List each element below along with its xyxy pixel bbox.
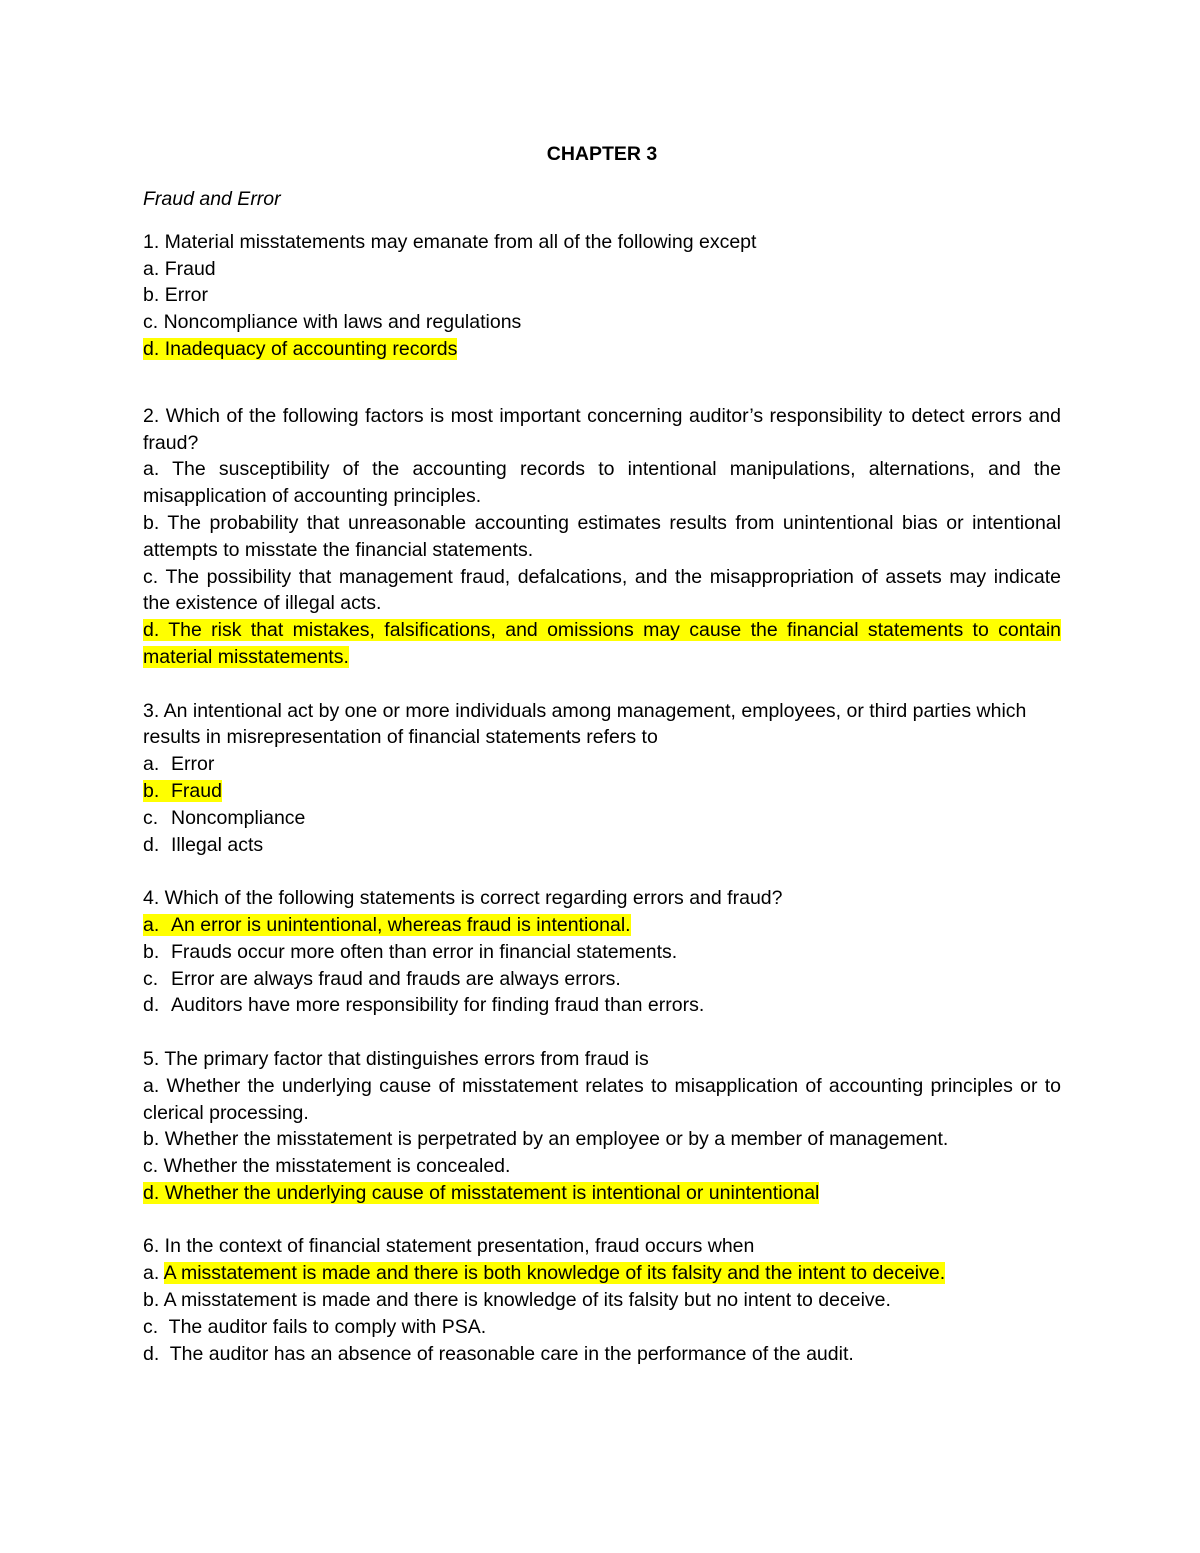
option-label: b. — [143, 1128, 160, 1151]
option-text: The possibility that management fraud, defalcations, and the misappropriation of assets may indicate the existence of illegal acts. — [143, 565, 1061, 615]
option-label: a. — [143, 753, 160, 776]
option-text: A misstatement is made and there is both knowledge of its falsity and the intent to deceive. — [163, 1262, 946, 1285]
option-text: The auditor has an absence of reasonable care in the performance of the audit. — [169, 1342, 854, 1365]
option — [143, 282, 1061, 309]
option — [143, 1126, 1061, 1153]
option-label: c. — [143, 1315, 159, 1338]
option-text: Whether the misstatement is concealed. — [163, 1155, 511, 1178]
option — [143, 966, 1061, 993]
option-text: Fraud — [164, 257, 216, 280]
option — [143, 564, 1061, 618]
option-answer — [143, 912, 1061, 939]
question-text: 5. The primary factor that distinguishes errors from fraud is — [143, 1047, 649, 1070]
option-text: Frauds occur more often than error in financial statements. — [171, 940, 678, 963]
option-answer — [143, 1180, 1061, 1207]
option-label: b. — [143, 511, 160, 534]
option-label: c. — [143, 967, 159, 990]
option-label: b. — [143, 940, 160, 963]
option-answer — [143, 1260, 1061, 1287]
question-text: 6. In the context of financial statement presentation, fraud occurs when — [143, 1235, 755, 1258]
question-6 — [143, 1233, 1061, 1367]
option — [143, 1314, 1061, 1341]
option — [143, 309, 1061, 336]
question-4 — [143, 885, 1061, 1019]
option — [143, 992, 1061, 1019]
option-text: Error are always fraud and frauds are always errors. — [171, 967, 621, 990]
option-label: d. — [143, 1342, 160, 1365]
option-text: Error — [164, 284, 209, 307]
option-label: a. — [143, 257, 160, 280]
option-label: d. — [143, 994, 160, 1017]
option-text: Noncompliance — [171, 806, 306, 829]
option-text: Inadequacy of accounting records — [164, 337, 458, 360]
option — [143, 456, 1061, 510]
option — [143, 1073, 1061, 1127]
document-content — [143, 141, 1061, 1367]
option-text: The auditor fails to comply with PSA. — [168, 1315, 487, 1338]
question-1 — [143, 229, 1061, 363]
option-label: d. — [143, 833, 160, 856]
option-text: The risk that mistakes, falsifications, and omissions may cause the financial statements to contain material misstatements. — [143, 619, 1061, 668]
option — [143, 832, 1061, 859]
question-2 — [143, 403, 1061, 671]
option-label: d. — [143, 1181, 160, 1204]
question-text: 3. An intentional act by one or more individuals among management, employees, or third parties which results in misrepresentation of financial statements refers to — [143, 699, 1027, 749]
option-text: Fraud — [171, 779, 222, 802]
option — [143, 1341, 1061, 1368]
option-text: Whether the misstatement is perpetrated by an employee or by a member of management. — [164, 1128, 949, 1151]
section-title: Fraud and Error — [143, 188, 281, 210]
option — [143, 1287, 1061, 1314]
option-label: c. — [143, 1155, 159, 1178]
option-text: Error — [171, 753, 215, 776]
option — [143, 805, 1061, 832]
option-text: Noncompliance with laws and regulations — [163, 311, 522, 334]
option-label: b. — [143, 284, 160, 307]
option — [143, 751, 1061, 778]
option-label: b. — [143, 779, 160, 802]
option-label: a. — [143, 458, 160, 481]
option-text: Illegal acts — [171, 833, 264, 856]
option-text: A misstatement is made and there is knowledge of its falsity but no intent to deceive. — [163, 1289, 891, 1312]
option — [143, 256, 1061, 283]
option-text: Auditors have more responsibility for finding fraud than errors. — [171, 994, 705, 1017]
question-5 — [143, 1046, 1061, 1207]
option-label: d. — [143, 619, 160, 642]
option-answer — [143, 778, 1061, 805]
option-label: c. — [143, 565, 159, 588]
option-text: Whether the underlying cause of misstatement relates to misapplication of accounting principles or to clerical processing. — [143, 1074, 1062, 1124]
option-answer — [143, 336, 1061, 363]
option-label: a. — [143, 913, 160, 936]
question-text: 2. Which of the following factors is most important concerning auditor’s responsibility to detect errors and fraud? — [143, 404, 1061, 454]
option-label: b. — [143, 1289, 160, 1312]
option — [143, 510, 1061, 564]
question-3 — [143, 698, 1061, 859]
option-answer — [143, 617, 1061, 671]
option-label: a. — [143, 1262, 160, 1285]
question-text: 4. Which of the following statements is correct regarding errors and fraud? — [143, 887, 783, 910]
option-text: Whether the underlying cause of misstatement is intentional or unintentional — [164, 1181, 820, 1204]
option-text: An error is unintentional, whereas fraud is intentional. — [171, 913, 631, 936]
option — [143, 939, 1061, 966]
chapter-title: CHAPTER 3 — [546, 143, 658, 165]
option-text: The susceptibility of the accounting records to intentional manipulations, alternations, and the misapplication of accounting principles. — [143, 458, 1061, 508]
option-label: c. — [143, 806, 159, 829]
option-text: The probability that unreasonable accounting estimates results from unintentional bias or intentional attempts to misstate the financial statements. — [143, 511, 1061, 561]
option — [143, 1153, 1061, 1180]
question-text: 1. Material misstatements may emanate from all of the following except — [143, 230, 757, 253]
option-label: d. — [143, 337, 160, 360]
option-label: c. — [143, 311, 159, 334]
option-label: a. — [143, 1074, 160, 1097]
